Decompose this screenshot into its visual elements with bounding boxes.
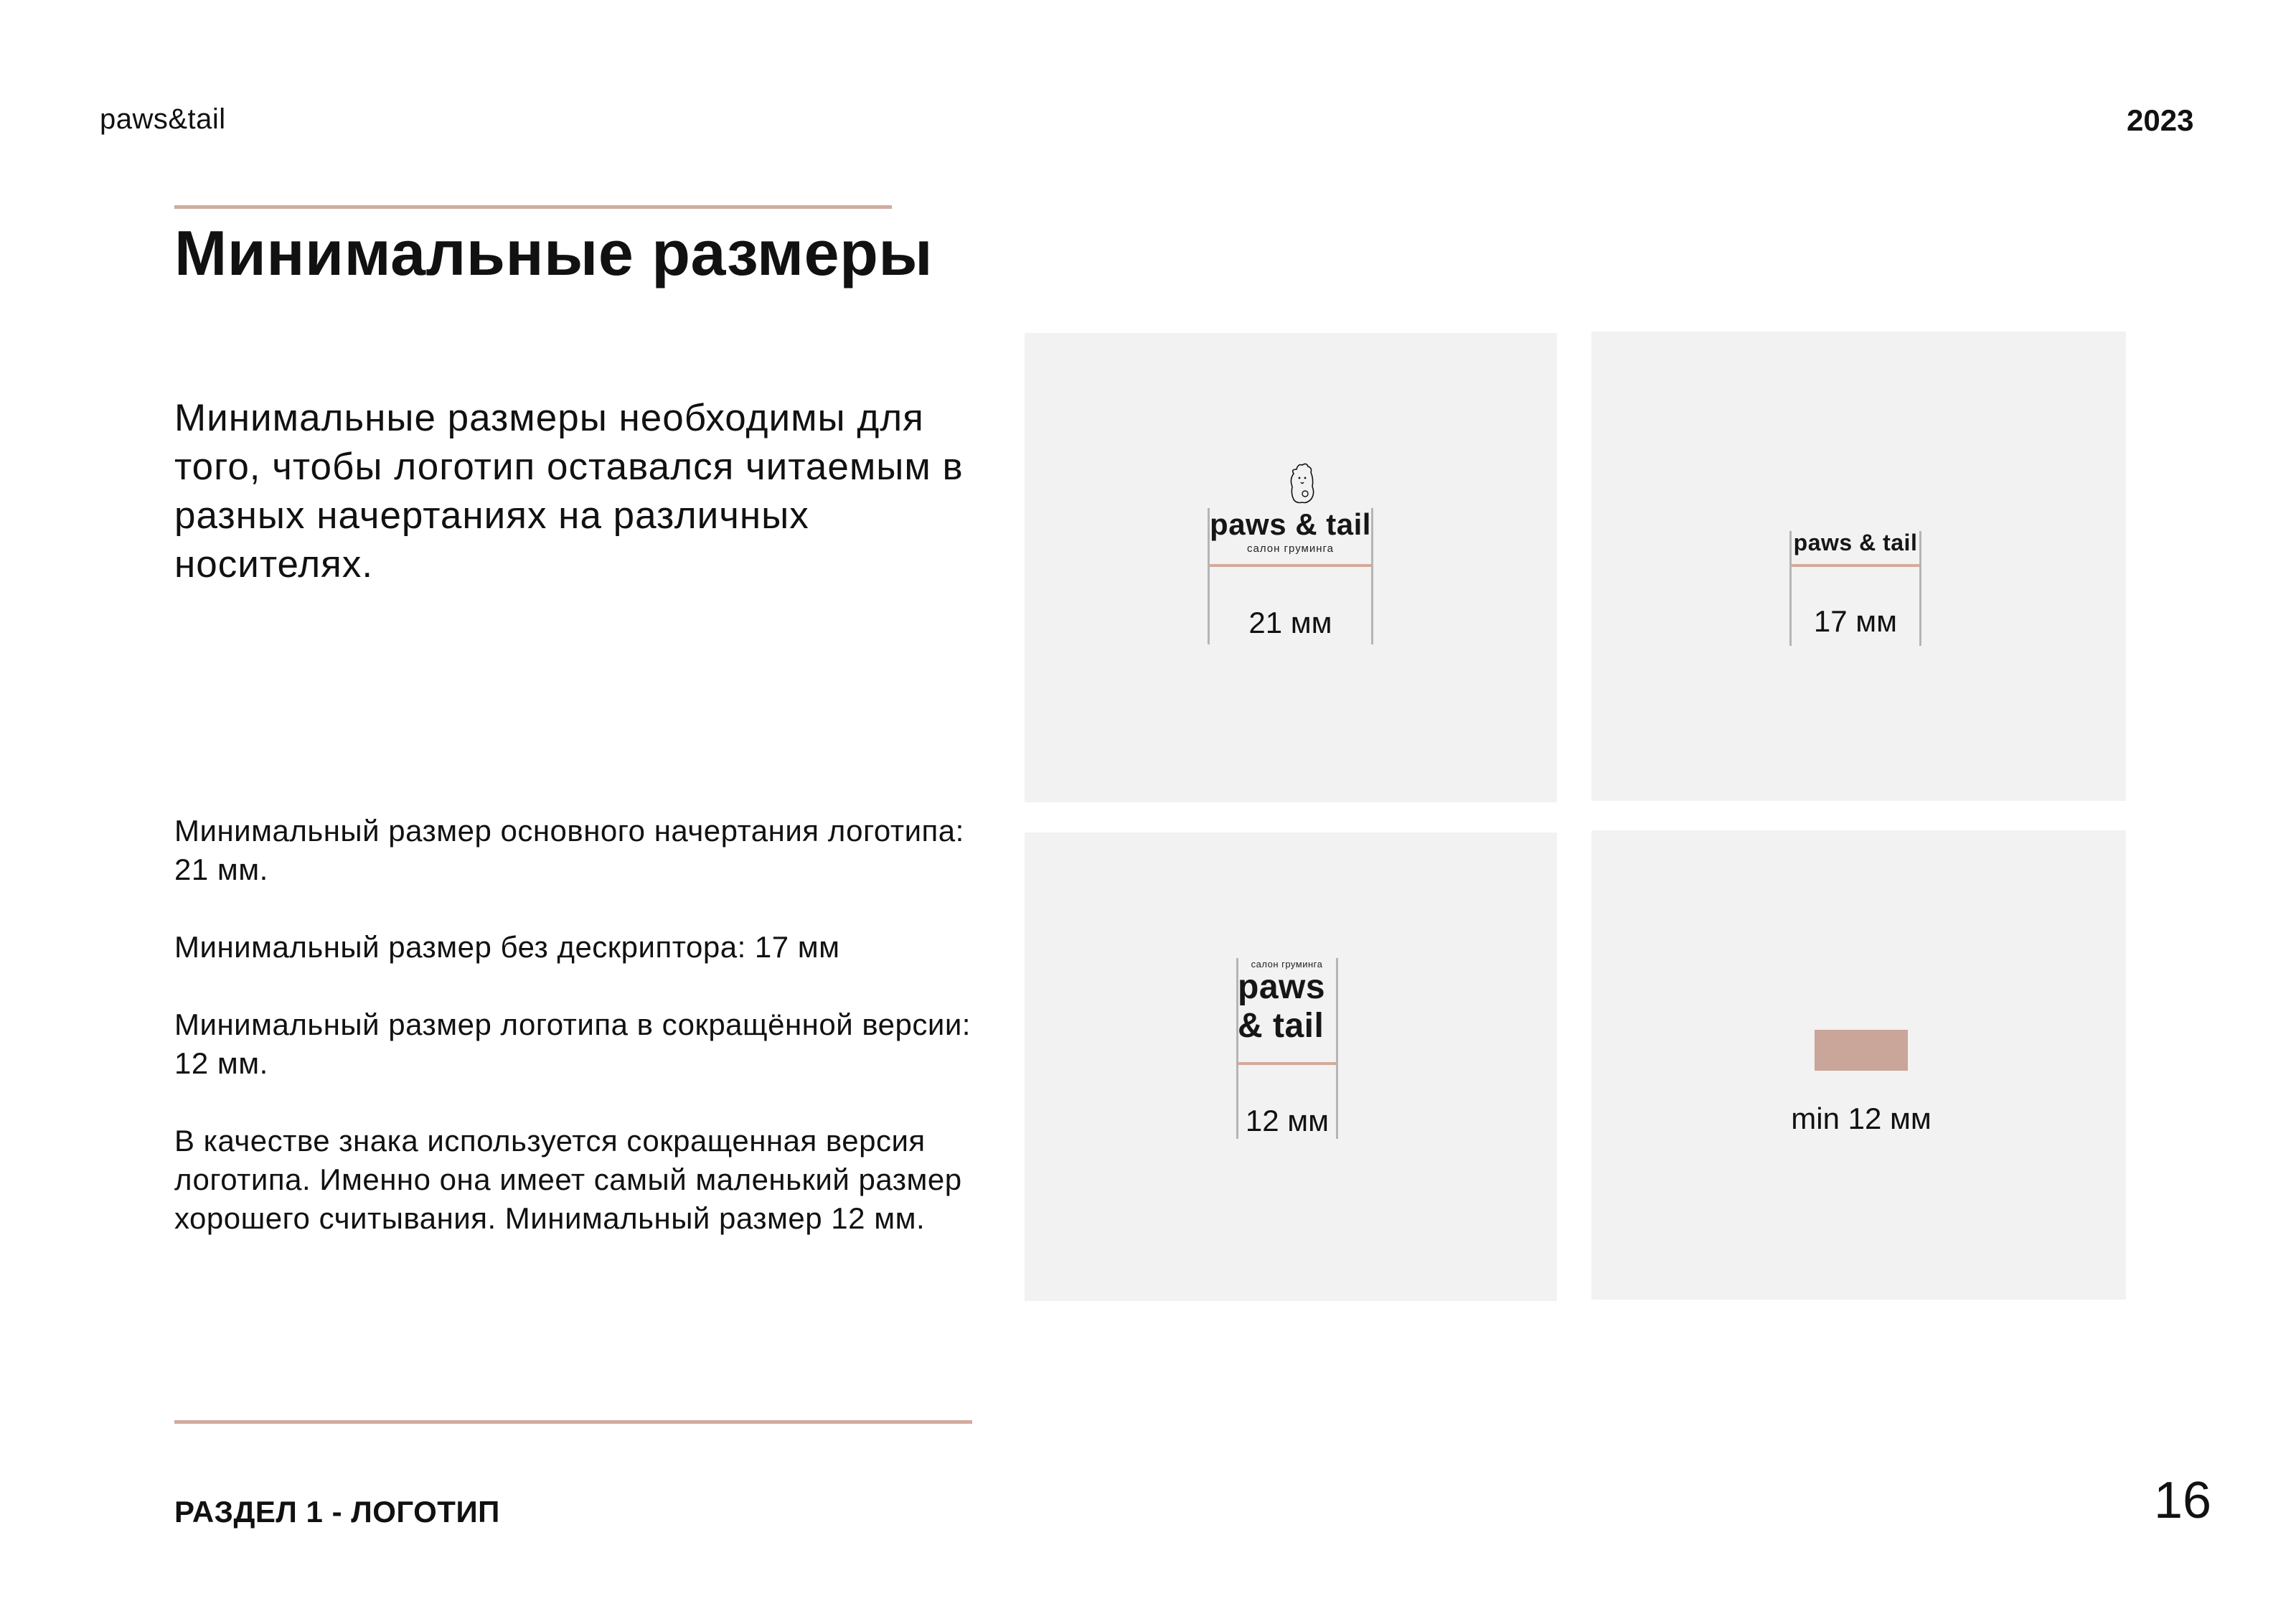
year: 2023: [2127, 103, 2194, 137]
logo-descriptor: салон груминга: [1247, 543, 1334, 555]
intro-text: Минимальные размеры необходимы для того, чтобы логотип оставался читаемым в разных начертаниях на различных носителях.: [174, 397, 964, 586]
page-number: 16: [2154, 1472, 2212, 1529]
accent-divider-top: [174, 205, 892, 209]
notes: [174, 812, 992, 1238]
logo-wordmark-line2: & tail: [1238, 1007, 1325, 1045]
panel-sign: [1591, 830, 2126, 1300]
panel-17mm: [1591, 332, 2126, 801]
measure-label: 12 мм: [1245, 1104, 1330, 1137]
note-12mm: Минимальный размер логотипа в сокращённой версии: 12 мм.: [174, 1008, 971, 1080]
note-sign: В качестве знака используется сокращенная версия логотипа. Именно она имеет самый маленький размер хорошего считывания. Минимальный размер 12 мм.: [174, 1124, 962, 1235]
page-title: Минимальные размеры: [174, 217, 933, 288]
section-label: РАЗДЕЛ 1 - ЛОГОТИП: [174, 1495, 500, 1529]
panel-21mm: [1025, 333, 1557, 802]
dog-icon: [1288, 462, 1317, 505]
accent-divider-bottom: [174, 1420, 972, 1424]
logo-wordmark-line1: paws: [1238, 968, 1326, 1006]
measure-line: [1791, 564, 1919, 567]
logo-descriptor: салон груминга: [1251, 959, 1323, 970]
note-17mm: Минимальный размер без дескриптора: 17 мм: [174, 930, 840, 964]
brand-name: paws&tail: [100, 103, 226, 135]
panel-12mm: [1025, 832, 1557, 1301]
logo-wordmark: paws & tail: [1793, 530, 1918, 555]
measure-label: min 12 мм: [1791, 1102, 1932, 1135]
measure-line: [1238, 1062, 1336, 1065]
measure-label: 17 мм: [1813, 604, 1898, 638]
sign-swatch: [1815, 1030, 1908, 1071]
note-21mm: Минимальный размер основного начертания логотипа: 21 мм.: [174, 814, 964, 886]
measure-line: [1209, 564, 1371, 567]
logo-wordmark: paws & tail: [1210, 507, 1371, 541]
measure-label: 21 мм: [1248, 606, 1332, 639]
